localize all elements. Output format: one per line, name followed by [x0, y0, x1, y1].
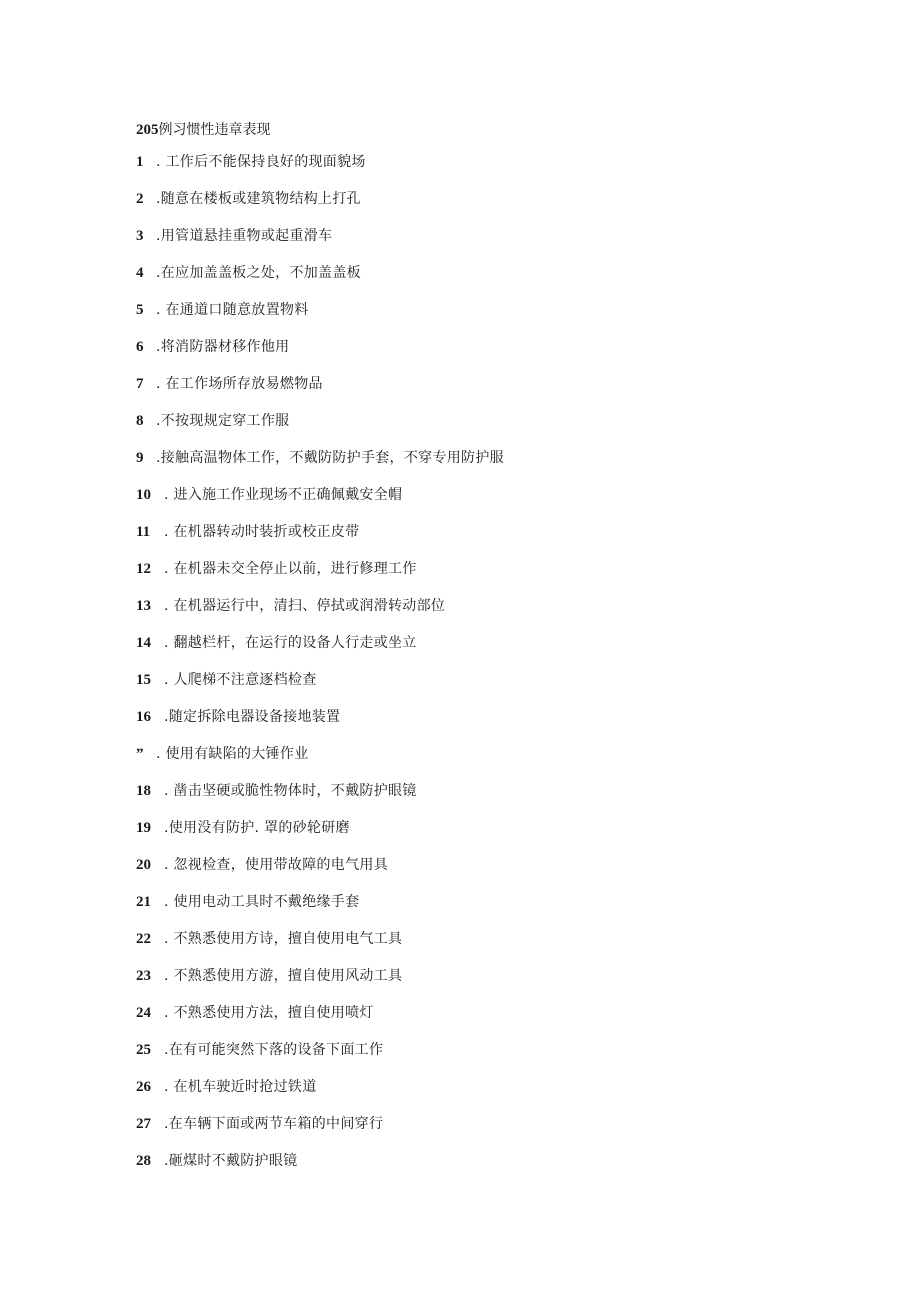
document-title: [136, 116, 836, 144]
list-item: [136, 255, 836, 292]
item-text: .随意在楼板或建筑物结构上打孔: [156, 191, 361, 207]
list-item: [136, 514, 836, 551]
item-number: 19: [136, 820, 151, 836]
item-number: 18: [136, 783, 151, 799]
item-text: . 在机器转动时装折或校正皮带: [164, 524, 360, 540]
item-number: 11: [136, 524, 151, 540]
item-number: 26: [136, 1079, 151, 1095]
list-item: [136, 625, 836, 662]
item-number: 15: [136, 672, 151, 688]
item-number: 23: [136, 968, 151, 984]
item-number: 6: [136, 339, 144, 355]
item-number: 9: [136, 450, 144, 466]
item-text: . 不熟悉使用方游，擅自使用风动工具: [164, 968, 403, 984]
item-number: ”: [136, 746, 144, 762]
item-text: .将消防器材移作他用: [156, 339, 290, 355]
item-number: 20: [136, 857, 151, 873]
item-text: . 人爬梯不注意逐档检查: [164, 672, 317, 688]
item-number: 13: [136, 598, 151, 614]
list-item: [136, 1143, 836, 1180]
item-number: 14: [136, 635, 151, 651]
item-number: 4: [136, 265, 144, 281]
list-item: [136, 551, 836, 588]
list-item: [136, 403, 836, 440]
item-text: .使用没有防护. 罩的砂轮研磨: [164, 820, 350, 836]
list-item: [136, 329, 836, 366]
item-number: 2: [136, 191, 144, 207]
item-text: .在车辆下面或两节车箱的中间穿行: [164, 1116, 384, 1132]
item-text: . 不熟悉使用方诗，擅自使用电气工具: [164, 931, 403, 947]
list-item: [136, 699, 836, 736]
item-text: . 使用有缺陷的大锤作业: [156, 746, 309, 762]
item-text: .用管道悬挂重物或起重滑车: [156, 228, 333, 244]
item-text: . 工作后不能保持良好的现面貌场: [156, 154, 366, 170]
item-number: 24: [136, 1005, 151, 1021]
item-text: .在有可能突然下落的设备下面工作: [164, 1042, 384, 1058]
list-item: [136, 995, 836, 1032]
document-body: [136, 116, 836, 1180]
item-text: . 使用电动工具时不戴绝缘手套: [164, 894, 360, 910]
item-text: . 在机车驶近时抢过铁道: [164, 1079, 317, 1095]
item-number: 8: [136, 413, 144, 429]
list-item: [136, 921, 836, 958]
item-number: 21: [136, 894, 151, 910]
list-item: [136, 958, 836, 995]
title-text: 例习惯性违章表现: [158, 122, 271, 138]
item-text: . 凿击坚硬或脆性物体时，不戴防护眼镜: [164, 783, 417, 799]
item-text: .砸煤时不戴防护眼镜: [164, 1153, 298, 1169]
list-item: [136, 1069, 836, 1106]
item-text: .不按现规定穿工作服: [156, 413, 290, 429]
list-item: [136, 662, 836, 699]
item-number: 7: [136, 376, 144, 392]
item-number: 25: [136, 1042, 151, 1058]
list-item: [136, 440, 836, 477]
list-item: [136, 1032, 836, 1069]
item-number: 1: [136, 154, 144, 170]
item-text: .在应加盖盖板之处，不加盖盖板: [156, 265, 361, 281]
item-text: . 在机器未交全停止以前，进行修理工作: [164, 561, 417, 577]
list-item: [136, 847, 836, 884]
item-number: 16: [136, 709, 151, 725]
list-item: [136, 884, 836, 921]
list-item: [136, 144, 836, 181]
item-text: . 在通道口随意放置物料: [156, 302, 309, 318]
list-item: [136, 181, 836, 218]
item-number: 28: [136, 1153, 151, 1169]
list-item: [136, 1106, 836, 1143]
list-item: [136, 477, 836, 514]
item-text: . 忽视检查，使用带故障的电气用具: [164, 857, 388, 873]
item-text: .接触高温物体工作，不戴防防护手套，不穿专用防护服: [156, 450, 504, 466]
list-item: [136, 292, 836, 329]
item-number: 22: [136, 931, 151, 947]
item-number: 5: [136, 302, 144, 318]
list-item: [136, 810, 836, 847]
item-text: . 在工作场所存放易燃物品: [156, 376, 323, 392]
item-text: .随定拆除电器设备接地装置: [164, 709, 341, 725]
item-text: . 不熟悉使用方法，擅自使用喷灯: [164, 1005, 374, 1021]
title-number: 205: [136, 122, 159, 138]
item-number: 3: [136, 228, 144, 244]
item-number: 10: [136, 487, 151, 503]
item-text: . 在机器运行中，清扫、停拭或润滑转动部位: [164, 598, 446, 614]
list-item: [136, 366, 836, 403]
list-item: [136, 773, 836, 810]
violation-list: [136, 144, 836, 1180]
item-number: 12: [136, 561, 151, 577]
list-item: [136, 588, 836, 625]
item-number: 27: [136, 1116, 151, 1132]
item-text: . 翻越栏杆，在运行的设备人行走或坐立: [164, 635, 417, 651]
item-text: . 进入施工作业现场不正确佩戴安全帽: [164, 487, 403, 503]
list-item: [136, 736, 836, 773]
list-item: [136, 218, 836, 255]
